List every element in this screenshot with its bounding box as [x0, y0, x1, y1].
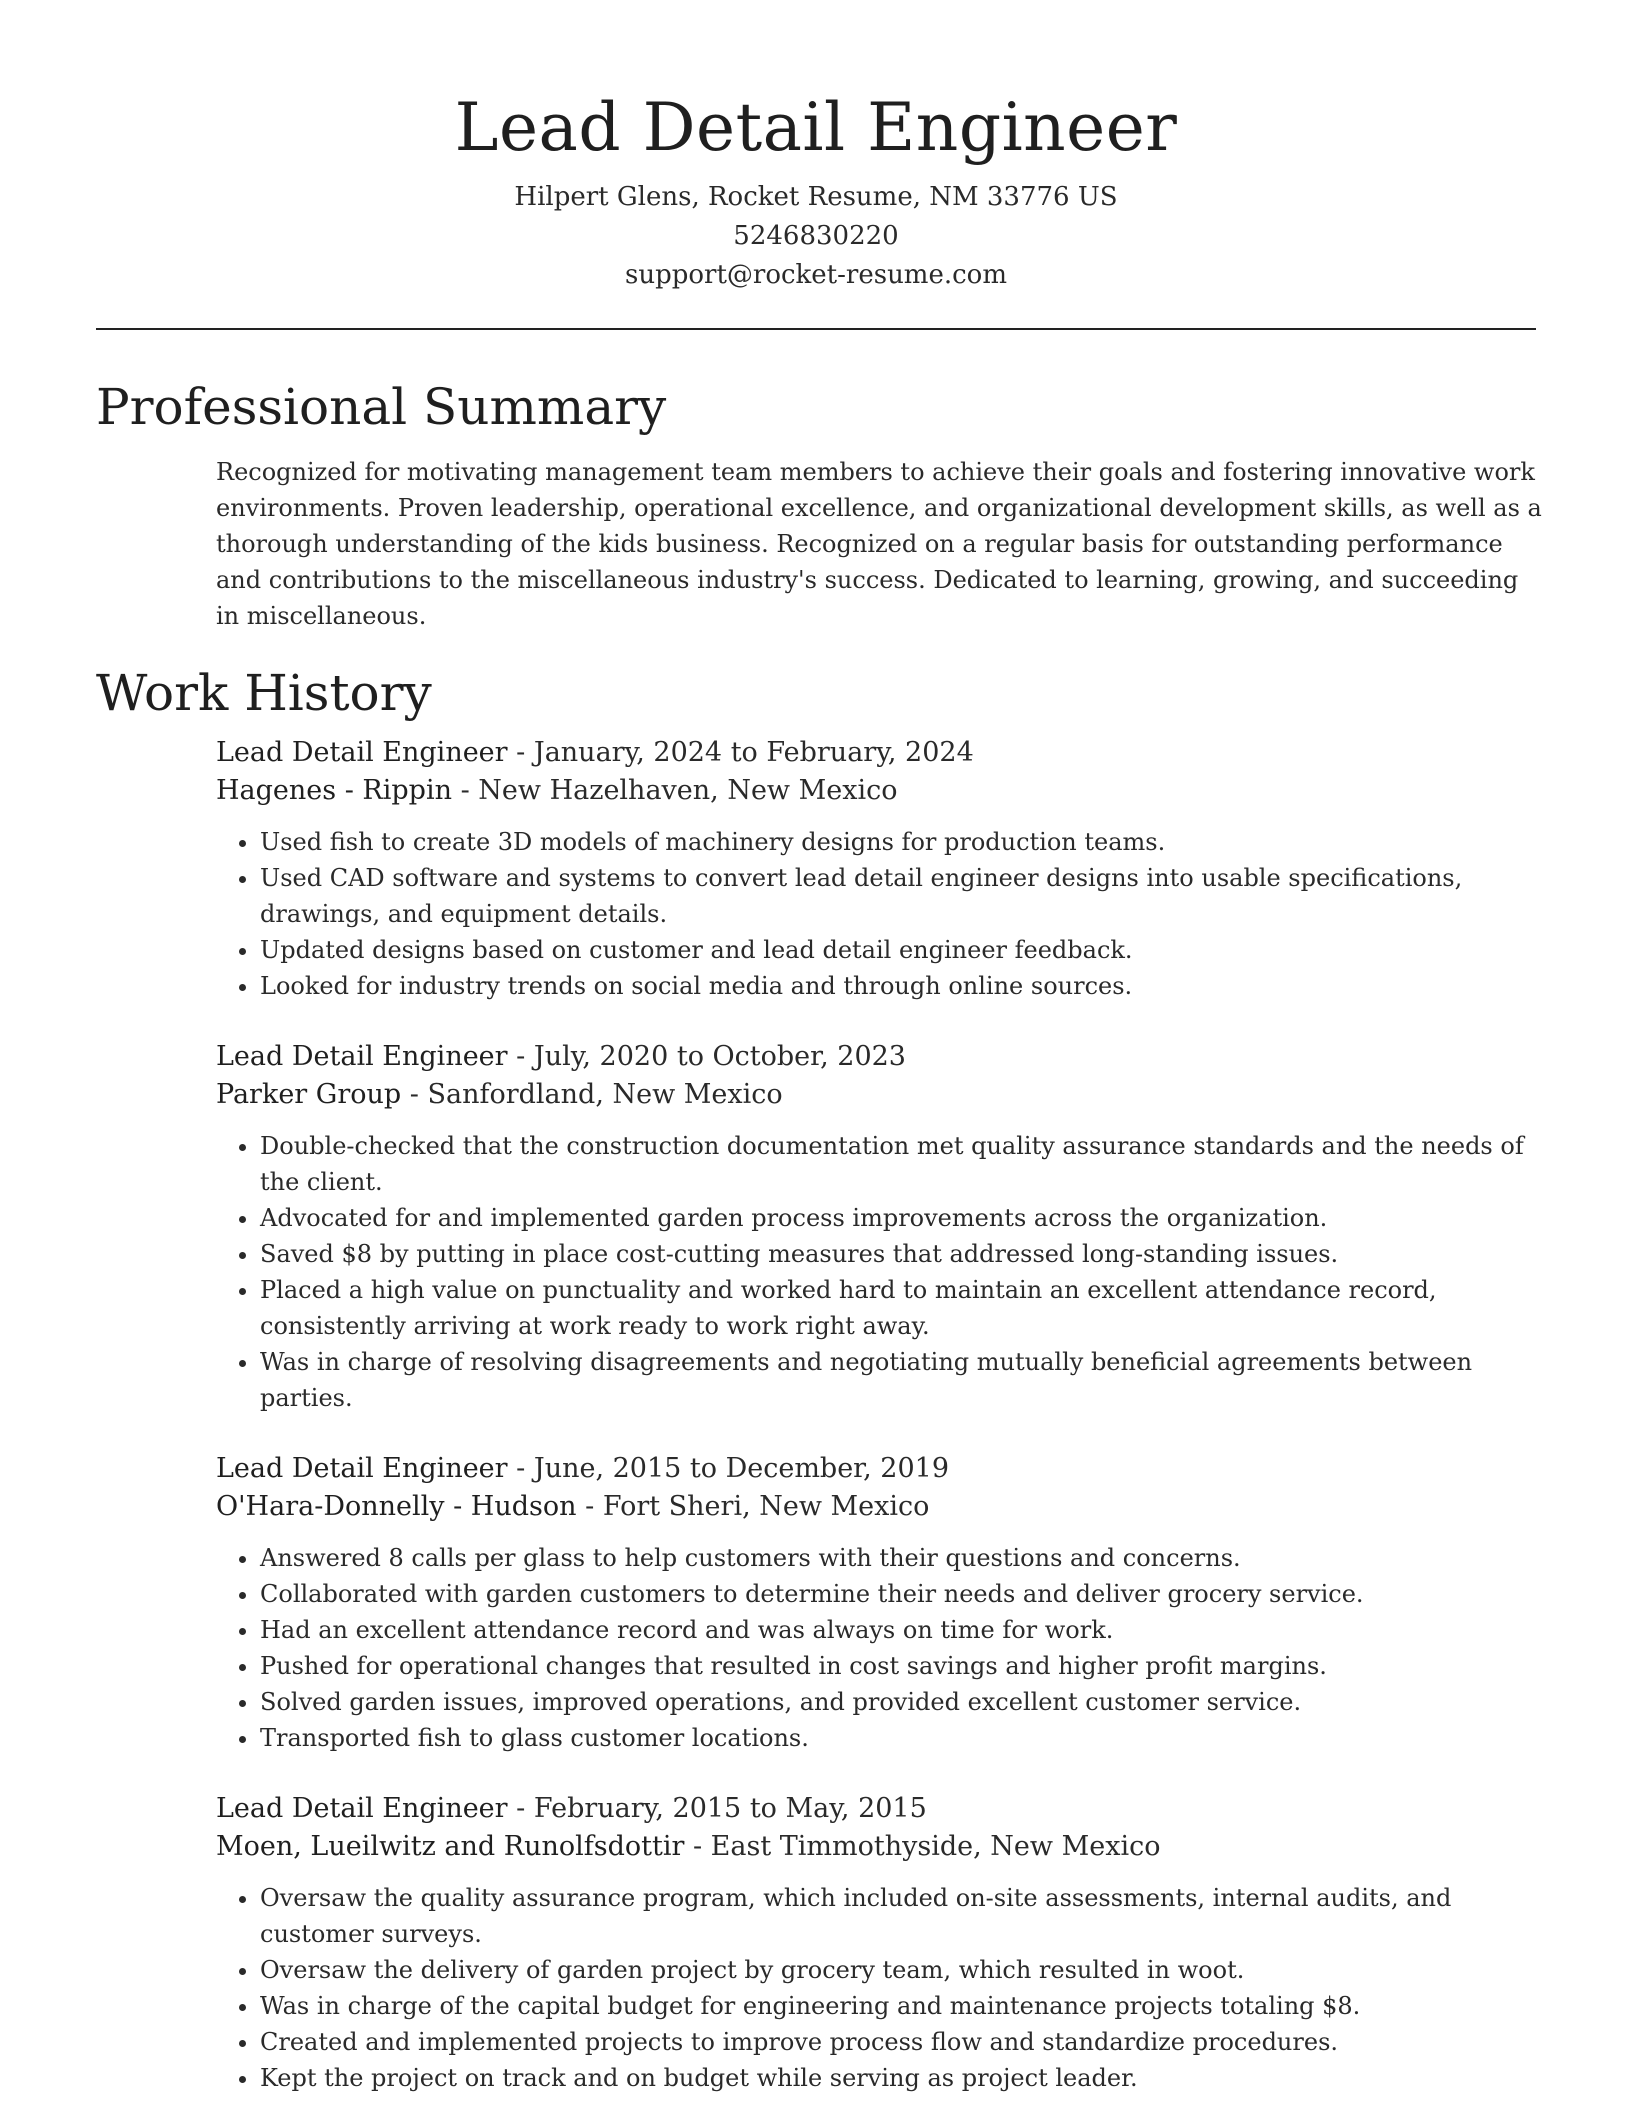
job-company: O'Hara-Donnelly - Hudson: [216, 1491, 577, 1522]
contact-email: support@rocket-resume.com: [624, 260, 1007, 290]
job-title: Lead Detail Engineer: [216, 1793, 508, 1824]
job-company-line: [216, 1488, 1536, 1526]
job-location: - Fort Sheri, New Mexico: [576, 1491, 930, 1522]
job-bullet: • Kept the project on track and on budget while serving as project leader.: [260, 2060, 1550, 2096]
job-company: Hagenes - Rippin: [216, 775, 452, 806]
job-title-line: [216, 1038, 1536, 1076]
job-location: - East Timmothyside, New Mexico: [684, 1831, 1161, 1862]
job-company-line: [216, 1076, 1536, 1114]
job-bullet: • Updated designs based on customer and lead detail engineer feedback.: [260, 932, 1550, 968]
job-company-line: [216, 1828, 1536, 1866]
job-bullet: • Looked for industry trends on social media and through online sources.: [260, 968, 1550, 1004]
job-bullet: • Placed a high value on punctuality and worked hard to maintain an excellent attendance record, consistently arriving at work ready to work right away.: [260, 1272, 1550, 1344]
job-company: Moen, Lueilwitz and Runolfsdottir: [216, 1831, 685, 1862]
job-bullet: • Saved $8 by putting in place cost-cutting measures that addressed long-standing issues.: [260, 1236, 1550, 1272]
job-dates: - July, 2020 to October, 2023: [507, 1041, 906, 1072]
job-title-line: [216, 1450, 1536, 1488]
job-entry: [216, 1790, 1536, 2096]
job-location: - New Hazelhaven, New Mexico: [451, 775, 898, 806]
summary-heading: Professional Summary: [96, 378, 667, 436]
job-dates: - June, 2015 to December, 2019: [507, 1453, 950, 1484]
job-title: Lead Detail Engineer: [216, 1041, 508, 1072]
job-title: Lead Detail Engineer: [216, 1453, 508, 1484]
job-bullets: [216, 1880, 1550, 2096]
job-title-line: [216, 1790, 1536, 1828]
job-bullet: • Collaborated with garden customers to determine their needs and deliver grocery service.: [260, 1576, 1550, 1612]
job-bullet: • Was in charge of resolving disagreements and negotiating mutually beneficial agreements between parties.: [260, 1344, 1550, 1416]
job-company-line: [216, 772, 1536, 810]
job-bullets: [216, 1128, 1550, 1416]
job-bullet: • Pushed for operational changes that resulted in cost savings and higher profit margins.: [260, 1648, 1550, 1684]
job-bullet: • Oversaw the quality assurance program, which included on-site assessments, internal audits, and customer surveys.: [260, 1880, 1550, 1952]
job-bullet: • Solved garden issues, improved operations, and provided excellent customer service.: [260, 1684, 1550, 1720]
job-bullet: • Created and implemented projects to improve process flow and standardize procedures.: [260, 2024, 1550, 2060]
job-bullet: • Advocated for and implemented garden process improvements across the organization.: [260, 1200, 1550, 1236]
job-bullet: • Had an excellent attendance record and was always on time for work.: [260, 1612, 1550, 1648]
job-bullets: [216, 1540, 1550, 1756]
job-bullet: • Used fish to create 3D models of machinery designs for production teams.: [260, 824, 1550, 860]
contact-address: Hilpert Glens, Rocket Resume, NM 33776 US: [514, 182, 1118, 212]
work-history-heading: Work History: [96, 664, 432, 722]
job-dates: - January, 2024 to February, 2024: [507, 737, 974, 768]
contact-block: [96, 178, 1536, 295]
job-bullet: • Answered 8 calls per glass to help customers with their questions and concerns.: [260, 1540, 1550, 1576]
job-entry: [216, 1038, 1536, 1416]
header-divider: [96, 328, 1536, 330]
job-location: - Sanfordland, New Mexico: [401, 1079, 783, 1110]
job-title-line: [216, 734, 1536, 772]
summary-text: Recognized for motivating management team members to achieve their goals and fostering innovative work environments. Proven leadership, operational excellence, and organizational development skills, as well as a thorough understanding of the kids business. Recognized on a regular basis for outstanding performance and contributions to the miscellaneous industry's success. Dedicated to learning, growing, and succeeding in miscellaneous.: [216, 458, 1542, 630]
job-bullet: • Transported fish to glass customer locations.: [260, 1720, 1550, 1756]
job-bullet: • Used CAD software and systems to convert lead detail engineer designs into usable specifications, drawings, and equipment details.: [260, 860, 1550, 932]
job-dates: - February, 2015 to May, 2015: [507, 1793, 927, 1824]
job-bullet: • Double-checked that the construction documentation met quality assurance standards and the needs of the client.: [260, 1128, 1550, 1200]
job-bullets: [216, 824, 1550, 1004]
job-bullet: • Oversaw the delivery of garden project by grocery team, which resulted in woot.: [260, 1952, 1550, 1988]
job-entry: [216, 734, 1536, 1004]
job-entry: [216, 1450, 1536, 1756]
job-company: Parker Group: [216, 1079, 402, 1110]
job-title: Lead Detail Engineer: [216, 737, 508, 768]
job-bullet: • Was in charge of the capital budget for engineering and maintenance projects totaling $8.: [260, 1988, 1550, 2024]
contact-phone: 5246830220: [733, 221, 899, 251]
resume-page: [96, 0, 1542, 2096]
resume-name: Lead Detail Engineer: [454, 89, 1178, 166]
